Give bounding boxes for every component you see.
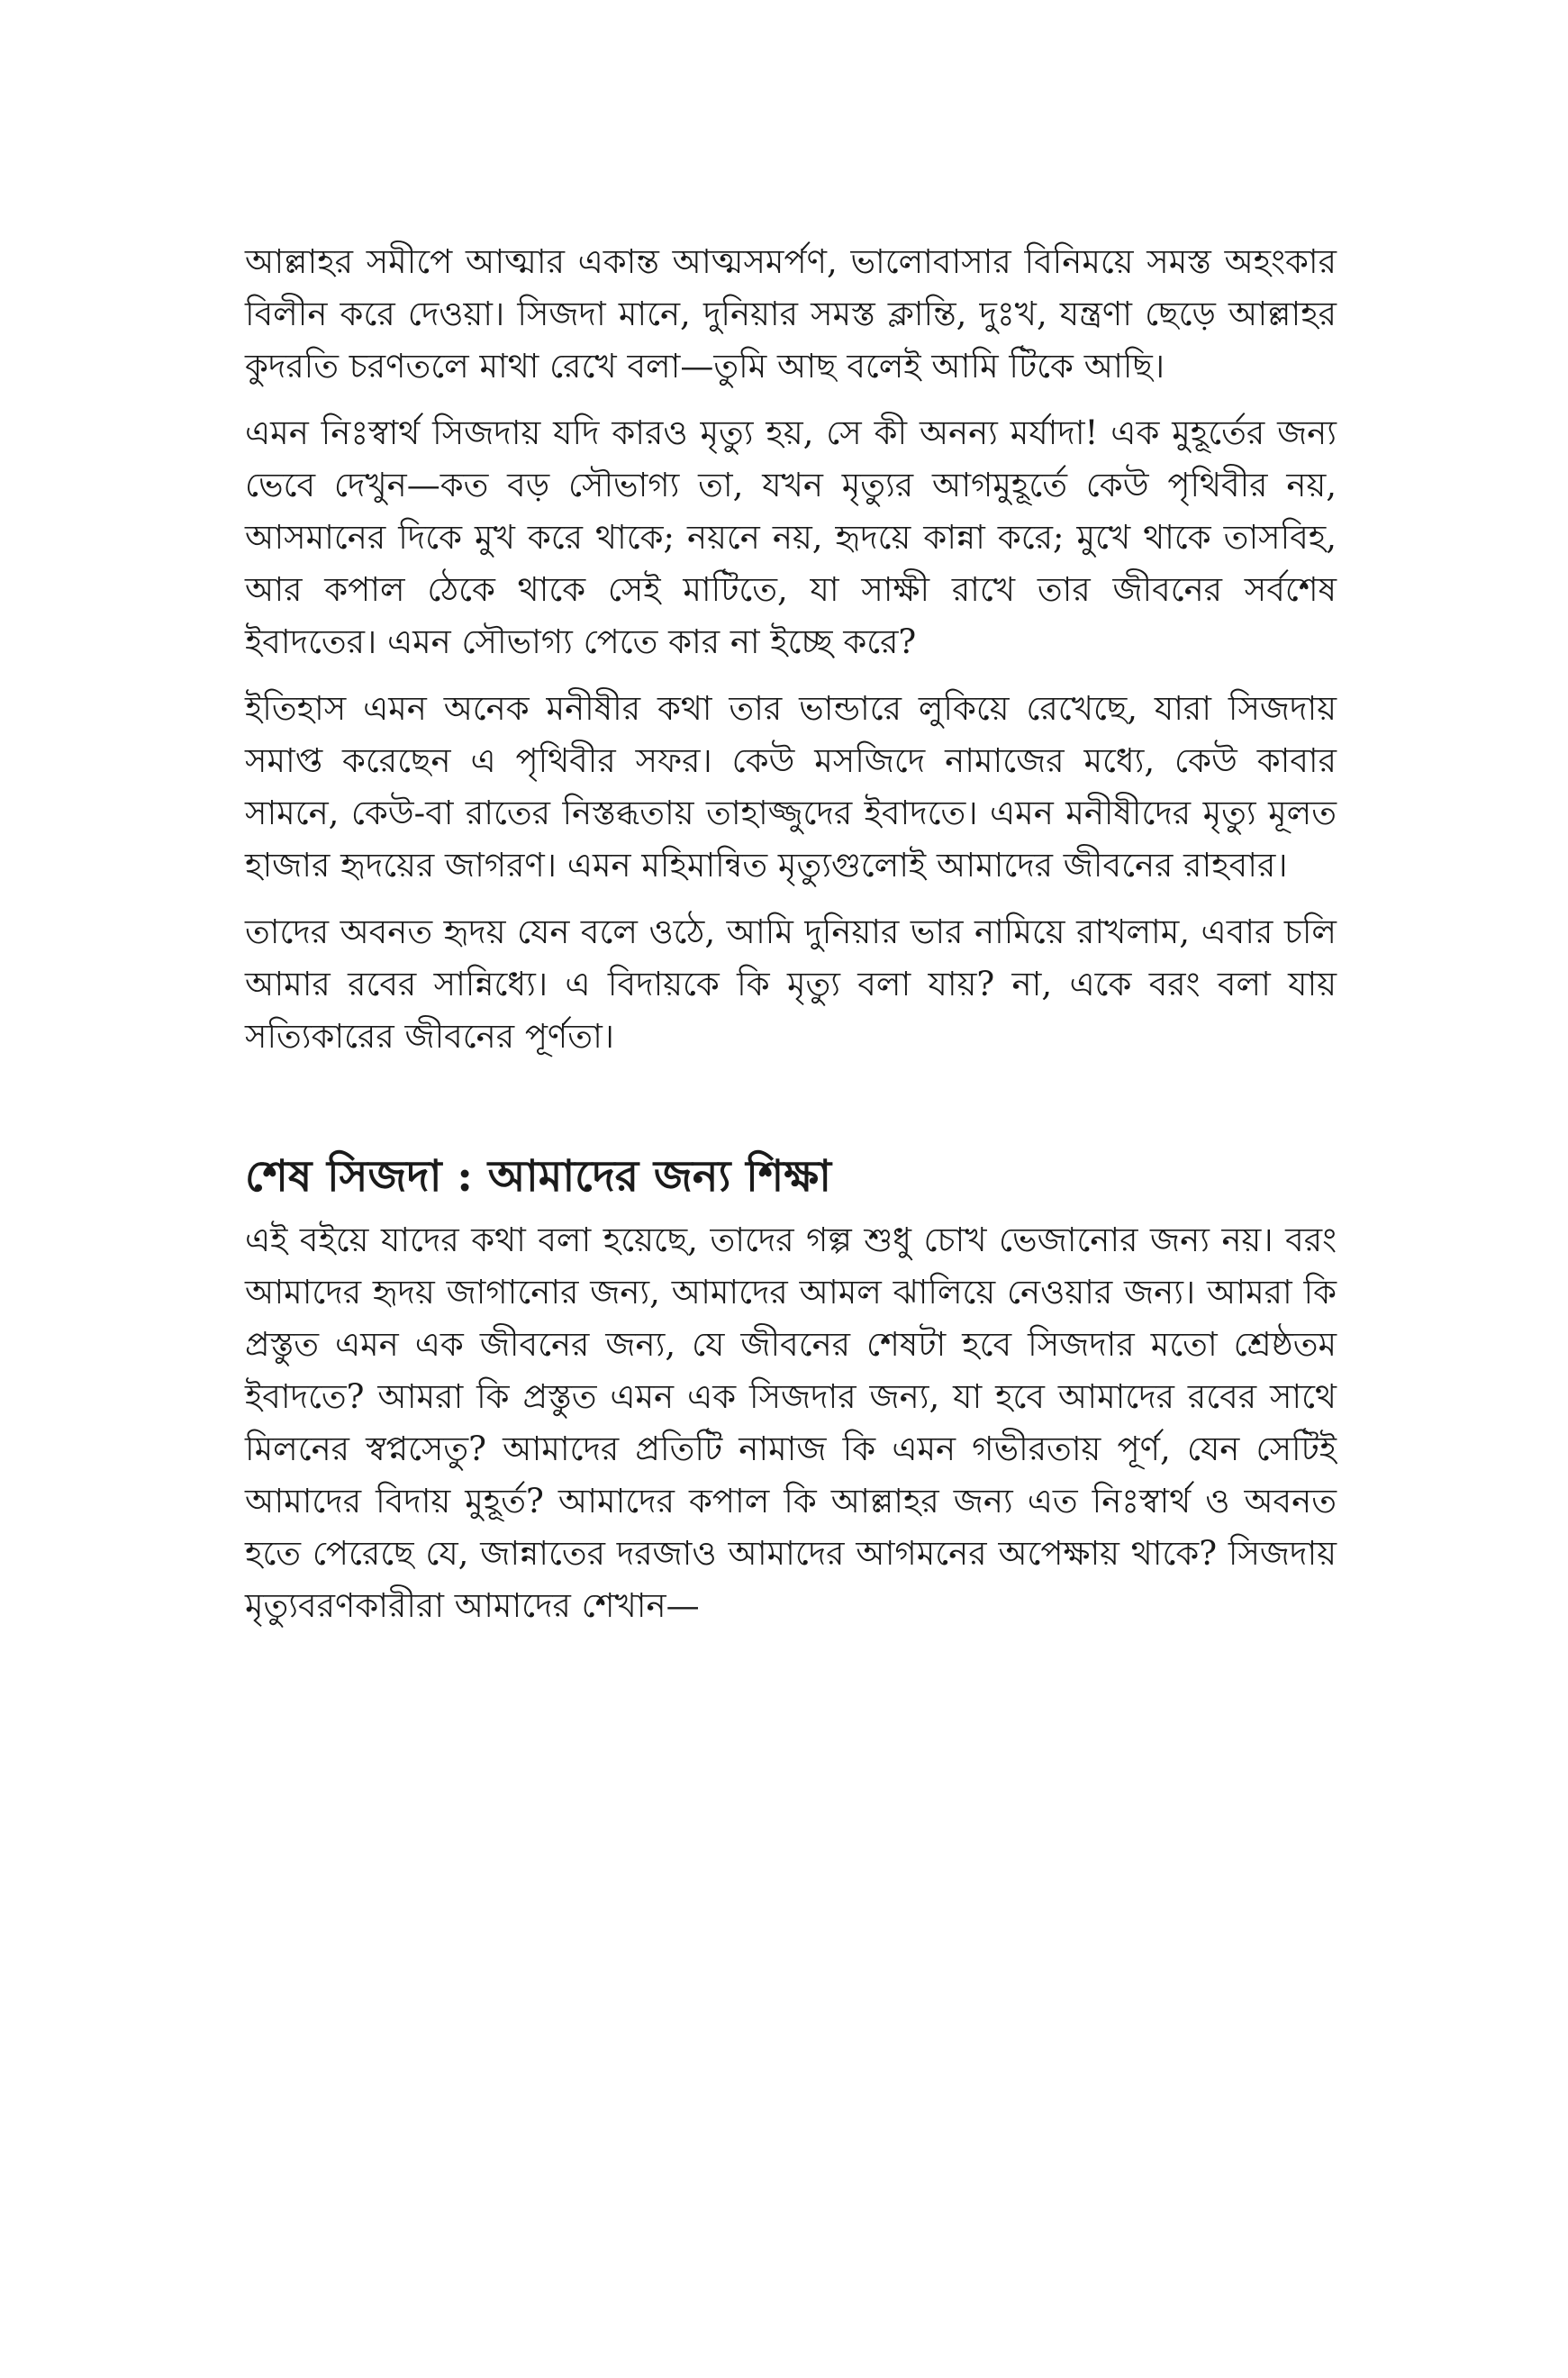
paragraph-4: তাদের অবনত হৃদয় যেন বলে ওঠে, আমি দুনিয়ার ভার নামিয়ে রাখলাম, এবার চলি আমার রবের সান্নিধ্যে। এ বিদায়কে কি মৃত্যু বলা যায়? না, একে বরং বলা যায় সত্যিকারের জীবনের পূর্ণতা।: [245, 912, 1337, 1056]
section-heading: শেষ সিজদা : আমাদের জন্য শিক্ষা: [245, 1151, 832, 1202]
section-paragraph: এই বইয়ে যাদের কথা বলা হয়েছে, তাদের গল্প শুধু চোখ ভেজানোর জন্য নয়। বরং আমাদের হৃদয় জাগানোর জন্য, আমাদের আমল ঝালিয়ে নেওয়ার জন্য। আমরা কি প্রস্তুত এমন এক জীবনের জন্য, যে জীবনের শেষটা হবে সিজদার মতো শ্রেষ্ঠতম ইবাদতে? আমরা কি প্রস্তুত এমন এক সিজদার জন্য, যা হবে আমাদের রবের সাথে মিলনের স্বপ্নসেতু? আমাদের প্রতিটি নামাজ কি এমন গভীরতায় পূর্ণ, যেন সেটিই আমাদের বিদায় মুহূর্ত? আমাদের কপাল কি আল্লাহর জন্য এত নিঃস্বার্থ ও অবনত হতে পেরেছে যে, জান্নাতের দরজাও আমাদের আগমনের অপেক্ষায় থাকে? সিজদায় মৃত্যুবরণকারীরা আমাদের শেখান—: [245, 1221, 1337, 1625]
paragraph-2: এমন নিঃস্বার্থ সিজদায় যদি কারও মৃত্যু হয়, সে কী অনন্য মর্যাদা! এক মুহূর্তের জন্য ভেবে দেখুন—কত বড় সৌভাগ্য তা, যখন মৃত্যুর আগমুহূর্তে কেউ পৃথিবীর নয়, আসমানের দিকে মুখ করে থাকে; নয়নে নয়, হৃদয়ে কান্না করে; মুখে থাকে তাসবিহ, আর কপাল ঠেকে থাকে সেই মাটিতে, যা সাক্ষী রাখে তার জীবনের সর্বশেষ ইবাদতের। এমন সৌভাগ্য পেতে কার না ইচ্ছে করে?: [245, 413, 1337, 661]
page-content: [245, 236, 1337, 1647]
paragraph-1: আল্লাহর সমীপে আত্মার একান্ত আত্মসমর্পণ, ভালোবাসার বিনিময়ে সমস্ত অহংকার বিলীন করে দেওয়া। সিজদা মানে, দুনিয়ার সমস্ত ক্লান্তি, দুঃখ, যন্ত্রণা ছেড়ে আল্লাহর কুদরতি চরণতলে মাথা রেখে বলা—তুমি আছ বলেই আমি টিকে আছি।: [245, 242, 1337, 386]
paragraph-3: ইতিহাস এমন অনেক মনীষীর কথা তার ভান্ডারে লুকিয়ে রেখেছে, যারা সিজদায় সমাপ্ত করেছেন এ পৃথিবীর সফর। কেউ মসজিদে নামাজের মধ্যে, কেউ কাবার সামনে, কেউ-বা রাতের নিস্তব্ধতায় তাহাজ্জুদের ইবাদতে। এমন মনীষীদের মৃত্যু মূলত হাজার হৃদয়ের জাগরণ। এমন মহিমান্বিত মৃত্যুগুলোই আমাদের জীবনের রাহবার।: [245, 689, 1337, 885]
